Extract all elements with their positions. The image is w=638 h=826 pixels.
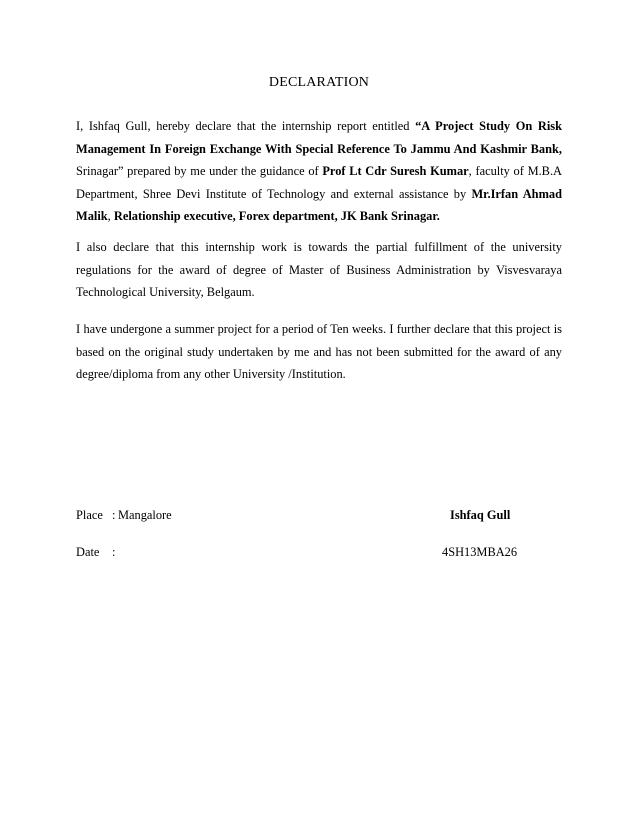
date-label: Date [76,545,100,559]
page-title: DECLARATION [268,75,370,90]
declaration-paragraph-3: I have undergone a summer project for a period of Ten weeks. I further declare that this project is based on the original study undertaken by me and has not been submitted for the award of any degree/diploma from any other University /Institution. [76,322,562,381]
para1-text-3: , faculty of M.B.A Department, Shree Devi Institute of Technology and external assistance by [76,164,562,201]
place-row [76,508,562,528]
date-row [76,545,562,565]
guide-name: Prof Lt Cdr Suresh Kumar [322,164,469,178]
report-title: “A Project Study On Risk Management In Foreign Exchange With Special Reference To Jammu And Kashmir Bank, [76,119,562,156]
para1-end-period: . [436,209,440,223]
place-label: Place [76,508,103,522]
declaration-paragraph-2: I also declare that this internship work is towards the partial fulfillment of the university regulations for the award of degree of Master of Business Administration by Visvesvaraya Technological University, Belgaum. [76,240,562,299]
signatory-name: Ishfaq Gull [450,508,511,522]
date-separator: : [112,545,116,559]
para1-text-1: I, Ishfaq Gull, hereby declare that the internship report entitled [76,119,416,133]
place-separator: : [112,508,116,522]
usn-number: 4SH13MBA26 [442,545,518,559]
declaration-paragraph-1 [76,115,562,228]
para1-text-2: Srinagar” prepared by me under the guidance of [76,164,323,178]
place-value: Mangalore [118,508,172,522]
external-guide-name: Mr.Irfan Ahmad Malik [76,186,562,223]
external-guide-role: Relationship executive, Forex department, JK Bank Srinagar [113,209,437,223]
para1-text-4: , [107,209,114,223]
